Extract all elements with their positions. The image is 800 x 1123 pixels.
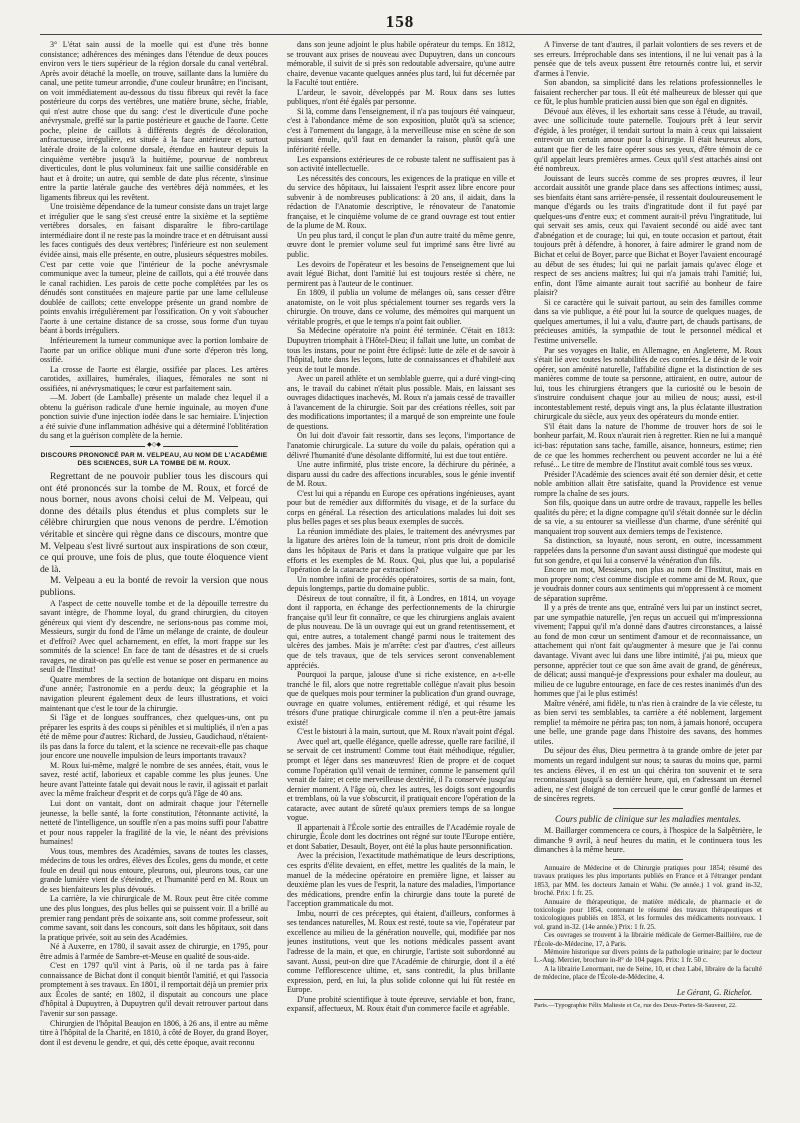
paragraph: M. Baillarger commencera ce cours, à l'hospice de la Salpêtrière, le dimanche 9 avril, à neuf heures du matin, et le continuera tous les dimanches à la même heure. xyxy=(534,826,762,855)
book-notice: A la librairie Lenormant, rue de Seine, 10, et chez Labé, libraire de la faculté de médecine, place de l'École-de-Médecine, 4. xyxy=(534,964,762,982)
paragraph: La crosse de l'aorte est élargie, ossifiée par places. Les artères carotides, axillaires, humérales, iliaques, fémorales ne sont ni ossifiées, ni anévrysmatiques; le cœur est parfaitement sain. xyxy=(40,364,268,393)
paragraph: M. Velpeau a eu la bonté de revoir la version que nous publions. xyxy=(40,575,268,598)
paragraph: Si l'âge et de longues souffrances, chez quelques-uns, ont pu préparer les esprits à des coups si pénibles et si multipliés, il n'en a pas été de même pour d'autres: Richard, de Jussieu, Gaudichaud, n'étaient-ils pas dans la force du talent, et la science ne recevait-elle pas chaque jour encore une nouvelle impulsion de leurs importants travaux? xyxy=(40,713,268,761)
printer-imprint: Paris.—Typographie Félix Malteste et Ce, rue des Deux-Portes-St-Sauveur, 22. xyxy=(534,999,762,1010)
section-heading: DISCOURS PRONONCÉ PAR M. VELPEAU, AU NOM DE L'ACADÉMIE DES SCIENCES, SUR LA TOMBE DE M. ROUX. xyxy=(40,451,268,467)
paragraph: On lui doit d'avoir fait ressortir, dans ses leçons, l'importance de l'anatomie chirurgicale. La suture du voile du palais, opération qui a délivré l'humanité d'une désolante difformité, lui est due tout entière. xyxy=(287,431,515,460)
paragraph: Lui dont on vantait, dont on admirait chaque jour l'éternelle jeunesse, la belle santé, la forte constitution, l'étonnante activité, la netteté de l'intelligence, un souffle n'en a pas moins suffi pour l'abattre et pour nous rappeler la fragilité de la vie, le néant des prévisions humaines! xyxy=(40,798,268,847)
paragraph: Sa Médecine opératoire n'a point été terminée. C'était en 1813: Dupuytren triomphait à l'Hôtel-Dieu; il fallait une lutte, un combat de tous les instans, pour ne point être éclipsé: lutte de zèle et de savoir à l'hôpital, lutte dans les leçons, lutte de connaissances et d'habileté aux yeux de tout le monde. xyxy=(287,326,515,374)
paragraph: Désireux de tout connaître, il fit, à Londres, en 1814, un voyage dont il rapporta, en échange des perfectionnements de la chirurgie française qu'il leur fit connaître, ce que les chirurgiens anglais avaient de plus nouveau. De là un ouvrage qui eut un grand retentissement, et qui, entre autres, a totalement changé parmi nous le traitement des ulcères des jambes. Mais je m'arrête: c'est par d'autres, c'est ailleurs que de tels travaux, que de tels services seront convenablement appréciés. xyxy=(287,593,515,670)
paragraph: Inférieurement la tumeur communique avec la portion lombaire de l'aorte par un orifice oblique muni d'une sorte d'éperon très long, ossifié. xyxy=(40,335,268,365)
section-title: Cours public de clinique sur les maladies mentales. xyxy=(555,813,741,824)
paragraph: Avec un pareil athlète et un semblable guerre, qui a duré vingt-cinq ans, le travail du cabinet n'était plus possible. Mais, en laissant ses ouvrages didactiques inachevés, M. Roux n'a jamais cessé de travailler à l'avancement de la chirurgie. Soit par des créations réelles, soit par des modifications importantes; il a marqué de son empreinte une foule de questions. xyxy=(287,374,515,431)
paragraph: L'ardeur, le savoir, développés par M. Roux dans ses luttes publiques, n'ont été égalés par personne. xyxy=(287,87,515,107)
paragraph: C'est lui qui a répandu en Europe ces opérations ingénieuses, ayant pour but de remédier aux difformités du visage, et de la surface du corps en général. La résection des articulations malades lui doit ses plus belles pages et ses plus beaux exemples de succès. xyxy=(287,488,515,527)
column-2 xyxy=(287,40,515,1100)
book-notice: Mémoire historique sur divers points de la pathologie urinaire; par le docteur L.-Aug. Mercier, brochure in-8° de 104 pages. Prix: 1 fr. 50 c. xyxy=(534,948,762,965)
paragraph: Un nombre infini de procédés opératoires, sortis de sa main, font, depuis longtemps, partie du domaine public. xyxy=(287,574,515,594)
paragraph: D'une probité scientifique à toute épreuve, serviable et bon, franc, expansif, affectueux, M. Roux était d'un commerce facile et agréable. xyxy=(287,994,515,1014)
section-rule xyxy=(613,859,683,860)
paragraph: dans son jeune adjoint le plus habile opérateur du temps. En 1812, se trouvant aux prises de nouveau avec Dupuytren, dans un concours mémorable, il suivit de si près son redoutable adversaire, qu'une autre chaire, devenue vacante quelques années plus tard, lui fut décernée par la Faculté tout entière. xyxy=(287,40,515,88)
paragraph: Vous tous, membres des Académies, savans de toutes les classes, médecins de tous les ordres, élèves des Écoles, gens du monde, et cette foule en deuil qui nous entoure, pleurons, oui, pleurons tous, car une grande lumière vient de s'éteindre, et l'humanité perd en M. Roux un de ses bienfaiteurs les plus dévoués. xyxy=(40,846,268,894)
page-number: 158 xyxy=(385,12,415,31)
paragraph: 3° L'état sain aussi de la moelle qui est d'une très bonne consistance; adhérences des méninges dans l'étendue de deux pouces environ vers le tiers supérieur de la région dorsale du canal vertébral. Après avoir détaché la moelle, on trouve, saillante dans la lumière du canal, une petite tumeur arrondie, d'une couleur brunâtre; en l'incisant, on voit immédiatement au-dessous du tissu fibreux qui revêt la face postérieure du corps des vertèbres, une matière brune, sèche, friable, qui n'est autre chose que du sang: c'est le diverticule d'une poche anévrysmale, greffé sur la partie postérieure et gauche de l'aorte. Cette poche, pleine de caillots à différents degrés de décoloration, anfractueuse, irrégulière, est située à la face antérieure et surtout latérale droite de la colonne dorsale, étendue en hauteur depuis la cinquième vertèbre jusqu'à la huitième, pourvue de nombreux diverticules, dont le plus volumineux fait une saillie considérable en haut et à droite; un autre, qui semble de date plus récente, s'insinue entre la partie latérale gauche des vertèbres déjà nommées, et les ligaments fibreux qui les revêtent. xyxy=(40,40,268,202)
paragraph: C'est le bistouri à la main, surtout, que M. Roux n'avait point d'égal. xyxy=(297,727,515,737)
paragraph: Un peu plus tard, il conçut le plan d'un autre traité du même genre, œuvre dont le premier volume seul fut imprimé sans être livré au public. xyxy=(287,230,515,260)
paragraph: La réunion immédiate des plaies, le traitement des anévrysmes par la ligature des artères loin de la tumeur, n'ont pris droit de domicile dans les hôpitaux de Paris et dans la pratique vulgaire que par les efforts et les exemples de M. Roux. Qui, plus que lui, a popularisé l'opération de la cataracte par extraction? xyxy=(287,526,515,575)
paragraph: Si ce caractère qui le suivait partout, au sein des familles comme dans sa vie publique, a été pour lui la source de quelques nuages, de quelques amertumes, il lui a valu, d'autre part, de chauds partisans, de précieuses amitiés, la sympathie de tout le personnel médical et l'estime universelle. xyxy=(534,297,762,345)
paragraph: Une troisième dépendance de la tumeur consiste dans un trajet large et irrégulier que le sang s'est creusé entre la sixième et la septième vertèbres dorsales, en faisant disparaître le fibro-cartilage intermédiaire dont il ne reste pas la moindre trace et en détruisant aussi les faces contiguës des deux vertèbres; l'inférieure est non seulement évidée ainsi, mais elle présente, en outre, plusieurs séquestres mobiles. C'est par cette voie que l'intérieur de la poche anévrysmale communique avec la tumeur, pleine de caillots, qui a été trouvée dans le canal rachidien. Les parois de cette poche complétées par les os dénudés sont constituées en majeure partie par une lame celluleuse doublée de caillots; cette enveloppe présente un grand nombre de points envahis irrégulièrement par l'ossification. On y voit s'aboucher l'aorte à une certaine distance de sa crosse, sous forme d'un tuyau béant à bords irréguliers. xyxy=(40,202,268,336)
paragraph: Une autre infirmité, plus triste encore, la déchirure du périnée, a disparu aussi du cadre des affections incurables, sous le génie inventif de M. Roux. xyxy=(287,460,515,489)
paragraph: Si là, comme dans l'enseignement, il n'a pas toujours été vainqueur, c'est à l'abondance même de son exposition, plutôt qu'à sa science; c'est à l'ornement du langage, à la merveilleuse mise en scène de son puissant émule, qu'il faut en demander la raison, plutôt qu'à une infériorité réelle. xyxy=(287,106,515,155)
paragraph: Du séjour des élus, Dieu permettra à ta grande ombre de jeter par moments un regard indulgent sur nous; ta sauras du moins que, parmi tes anciens élèves, il en est un qui chérira ton souvenir et te sera reconnaissant jusqu'à sa dernière heure, qui, en t'adressant un éternel adieu, ne s'est éloigné de ton cercueil que le cœur gonflé de larmes et de sincères regrets. xyxy=(534,746,762,804)
paragraph: Encore un mot, Messieurs, non plus au nom de l'Institut, mais en mon propre nom; c'est comme disciple et comme ami de M. Roux, que je voudrais donner cours aux sentiments qui m'oppressent à ce moment de séparation suprême. xyxy=(534,565,762,603)
paragraph: Avec quel art, quelle élégance, quelle adresse, quelle rare facilité, il se servait de cet instrument! Comme tout était méthodique, régulier, prompt et léger dans ses manœuvres! Rien de propre et de coquet comme l'opération qu'il venait de terminer, comme le pansement qu'il venait de faire; et cette merveilleuse dextérité, il l'a conservée jusqu'au dernier moment. A l'âge où, chez les autres, les doigts sont engourdis et tremblans, où la vue s'obscurcit, il pratiquait encore l'opération de la cataracte, avec autant de sûreté qu'aux premiers temps de sa longue vogue. xyxy=(287,736,515,823)
paragraph: En 1809, il publia un volume de mélanges où, sans cesser d'être anatomiste, on le voit plus spécialement tourner ses regards vers la chirurgie. On trouve, dans ce volume, des mémoires qui marquent un véritable progrès, et que le temps n'a point fait oublier. xyxy=(287,288,515,326)
paragraph: Né à Auxerre, en 1780, il savait assez de chirurgie, en 1795, pour être admis à l'armée de Sambre-et-Meuse en qualité de sous-aide. xyxy=(40,942,268,961)
paragraph: Pourquoi la parque, jalouse d'une si riche existence, en a-t-elle tranché le fil, alors que notre regrettable collègue n'avait plus besoin que de quelques mois pour terminer la publication d'un grand ouvrage, ouvrage en quatre volumes, entièrement rédigé, et qui résume les trésors d'une pratique chirurgicale comme il n'en a peut-être jamais existé! xyxy=(287,670,515,727)
ornament-divider xyxy=(70,446,238,447)
paragraph: Il appartenait à l'École sortie des entrailles de l'Académie royale de chirurgie, École dont les doctrines ont régné sur toute l'Europe entière, et dont Sabatier, Desault, Boyer, ont été la plus haute personnification. xyxy=(287,822,515,851)
paragraph: Quatre membres de la section de botanique ont disparu en moins d'une année; l'astronomie en a perdu deux; la géographie et la navigation pleurent également deux de leurs illustrations, et voici maintenant que c'est le tour de la chirurgie. xyxy=(40,674,268,713)
paragraph: Les expansions extérieures de ce robuste talent ne suffisaient pas à son activité intellectuelle. xyxy=(287,154,515,174)
paragraph: Présider l'Académie des sciences avait été son dernier désir, et cette noble ambition allait être satisfaite, quand la Providence est venue rompre la chaîne de ses jours. xyxy=(534,469,762,498)
paragraph: M. Roux lui-même, malgré le nombre de ses années, était, vous le savez, resté actif, laborieux et capable comme les plus jeunes. Une heure avant l'atteinte fatale qui devait nous le ravir, il agissait et parlait avec la même fraîcheur d'esprit et de corps qu'à l'âge de 40 ans. xyxy=(40,760,268,799)
paragraph: Les nécessités des concours, les exigences de la pratique en ville et du service des hôpitaux, lui laissaient l'esprit assez libre encore pour subvenir à de nombreuses publications: à 20 ans, il aidait, dans la rédaction de l'Anatomie descriptive, le rénovateur de l'anatomie française, et le cinquième volume de ce grand ouvrage est tout entier de la plume de M. Roux. xyxy=(287,173,515,231)
paragraph: Son abandon, sa simplicité dans les relations professionnelles le faisaient rechercher par tous. Il eût été malheureux de blesser qui que ce fût, le plus humble praticien aussi bien que son égal en dignités. xyxy=(534,78,762,107)
paragraph: C'est en 1797 qu'il vint à Paris, où il ne tarda pas à faire connaissance de Bichat dont il conquit bientôt l'amitié, et qui l'associa promptement à ses travaux. En 1801, il remportait déjà un premier prix aux Écoles de santé; en 1802, il disputait au concours une place d'hôpital à Dupuytren, à Dupuytren qu'il devait retrouver partout dans l'avenir sur son passage. xyxy=(40,961,268,1019)
paragraph: Par ses voyages en Italie, en Allemagne, en Angleterre, M. Roux s'était lié avec toutes les notabilités de ces contrées. Le désir de le voir opérer, son aménité naturelle, l'affabilité digne et la distinction de ses manières comme de toute sa personne, attiraient, en outre, autour de lui, tous les chirurgiens étrangers que la curiosité ou le besoin de s'instruire conduisent chaque jour au milieu de nous; aussi, est-il incontestablement resté, depuis vingt ans, la plus éclatante illustration chirurgicale du siècle, aux yeux des opérateurs du monde entier. xyxy=(534,345,762,422)
book-notice: Annuaire de Médecine et de Chirurgie pratiques pour 1854; résumé des travaux pratiques les plus importants publiés en France et à l'étranger pendant 1853, par MM. les docteurs Jamain et Wahu. (9e année.) 1 vol. grand in-32, broché. Prix: 1 fr. 25. xyxy=(534,863,762,898)
paragraph: A l'aspect de cette nouvelle tombe et de la dépouille terrestre du savant intègre, de l'homme loyal, du grand chirurgien, du citoyen généreux qui vient d'y descendre, ne serions-nous pas comme moi, Messieurs, surgir du fond de l'âme un mélange de crainte, de douleur et d'effroi? Avec quel acharnement, en effet, la mort frappe sur les sommités de la science! En face de tant de désastres et de si cruels ravages, ne dirait-on pas qu'elle est venue se poser en permanence au seuil de l'Institut! xyxy=(40,598,268,675)
paragraph: Sa distinction, sa loyauté, nous seront, en outre, incessamment rappelées dans la personne d'un savant aussi distingué que modeste qui fut son gendre, et qui lui a conservé la vénération d'un fils. xyxy=(534,536,762,565)
paragraph: A l'inverse de tant d'autres, il parlait volontiers de ses revers et de ses erreurs. Irréprochable dans ses intentions, il ne lui venait pas à la pensée que de tels aveux pussent être retournés contre lui, et servir d'armes à l'envie. xyxy=(534,40,762,78)
paragraph: Son fils, quoique dans un autre ordre de travaux, rappelle les belles qualités du père; et la digne compagne qu'il s'était donnée sur le déclin de sa vie, a su entourer sa vieillesse d'un charme, d'une sérénité qui manquaient trop souvent aux derniers temps de l'existence. xyxy=(534,498,762,536)
paragraph: Imbu, nourri de ces préceptes, qui étaient, d'ailleurs, conformes à ses tendances naturelles, M. Roux est resté, toute sa vie, l'opérateur par excellence au milieu de la génération nouvelle, qui, modifiée par nos jeunes institutions, veut que les notions médicales passent avant l'adresse de la main, et que, en chirurgie, l'artiste soit subordonné au savant. Aussi, peut-on dire que l'Académie de chirurgie, dont il a été comme l'efflorescence ultime, et, sans contredit, la plus brillante expression, perd, en lui, la plus solide colonne qui lui fût restée en Europe. xyxy=(287,908,515,995)
section-rule xyxy=(613,808,683,809)
paragraph: Regrettant de ne pouvoir publier tous les discours qui ont été prononcés sur la tombe de M. Roux, et forcé de nous borner, nous avons choisi celui de M. Velpeau, qui donne des détails plus étendus et plus complets sur le célèbre chirurgien que nous venons de perdre. L'émotion véritable et sincère qui règne dans ce discours, montre que M. Velpeau s'est livré surtout aux inspirations de son cœur, ce qui prouve, une fois de plus, que toute éloquence vient de là. xyxy=(40,470,268,575)
paragraph: Il y a près de trente ans que, entraîné vers lui par un instinct secret, par une sympathie naturelle, j'en reçus un accueil qui m'impressionna vivement; l'appui qu'il m'a donné dans d'autres circonstances, a laissé au fond de mon cœur un sentiment d'amour et de reconnaissance, un attachement qui n'ont fait qu'augmenter à mesure que je l'ai connu davantage. Vivant avec lui dans une libre intimité, j'ai pu, mieux que personne, apprécier tout ce que son âme avait de grand, de généreux, de délicat; aussi manqué-je d'expressions pour exhaler ma douleur, au milieu de ce lugubre entourage, en face de ces restes inanimés d'un des hommes que j'ai le plus estimés! xyxy=(534,603,762,699)
paragraph: Dévoué aux élèves, il les exhortait sans cesse à l'étude, au travail, avec une sollicitude toute paternelle. Toujours prêt à leur servir d'égide, à les protéger, il tendait surtout la main à ceux qui laissaient entrevoir un certain amour pour la chirurgie. Il était heureux alors, autant que fier de les faire opérer sous ses yeux, d'être témoin de ce qu'il appelait leurs premières armes. Ceux qu'il s'est attachés ainsi ont été nombreux. xyxy=(534,106,762,174)
book-notice: Ces ouvrages se trouvent à la librairie médicale de Germer-Baillière, rue de l'École-de-Médecine, 17, à Paris. xyxy=(534,931,762,948)
book-notice: Annuaire de thérapeutique, de matière médicale, de pharmacie et de toxicologie pour 1854, contenant le résumé des travaux thérapeutiques et toxicologiques publiés en 1853, et les formules des médicaments nouveaux. 1 vol. grand in-32. (14e année.) Prix: 1 fr. 25. xyxy=(534,897,762,931)
paragraph: La carrière, la vie chirurgicale de M. Roux peut être citée comme une des plus longues, des plus belles qui se puissent voir. Il a brillé au premier rang pendant près de soixante ans, soit comme professeur, soit comme savant, soit dans les concours, soit dans les hôpitaux, soit dans la pratique privée, soit au sein des Académies. xyxy=(40,894,268,942)
column-3 xyxy=(534,40,762,1100)
paragraph: S'il était dans la nature de l'homme de trouver hors de soi le bonheur parfait, M. Roux n'aurait rien à regretter. Rien ne lui a manqué ici-bas: réputation sans tache, famille, aisance, honneurs, estime; rien de ce que les hommes recherchent ou peuvent accorder ne lui a été refusé... Le titre de membre de l'Institut avait comblé tous ses vœux. xyxy=(534,421,762,470)
paragraph: —M. Jobert (de Lamballe) présente un malade chez lequel il a obtenu la guérison radicale d'une hernie inguinale, au moyen d'une ponction suivie d'une injection iodée dans le sac herniaire. L'injection a été suivie d'une inflammation adhésive qui a déterminé l'oblitération du sang et la guérison complète de la hernie. xyxy=(40,393,268,441)
paragraph: Maître vénéré, ami fidèle, tu n'as rien à craindre de la vie céleste, tu as bien servi tes semblables, ta carrière a été noblement, largement remplie! ta mémoire ne périra pas; ton nom, à jamais honoré, occupera une belle, une grande page dans l'histoire des savans, des hommes utiles. xyxy=(534,698,762,746)
paragraph: Chirurgien de l'hôpital Beaujon en 1806, à 26 ans, il entre au même titre à l'hôpital de la Charité, en 1810, à côté de Boyer, du grand Boyer, dont il est devenu le gendre, et qui, dès cette époque, avait reconnu xyxy=(40,1018,268,1047)
header-rule xyxy=(40,34,762,35)
paragraph: Jouissant de leurs succès comme de ses propres œuvres, il leur accordait aussitôt une grande place dans ses affections intimes; aussi, ses bienfaits étant sans arrière-pensée, il ressentait douloureusement le manque d'égards ou les traits d'ingratitude dont il fut payé par quelques-uns d'entre eux; et comment aurait-il prévu l'ingratitude, lui qui servait ses amis, ceux qui l'avaient secondé ou aidé avec tant d'abnégation et de courage; lui qui, en toute occasion et partout, était toujours prêt à défendre, à honorer, à faire admirer le grand nom de Bichat et celui de Boyer, parce que Bichat et Boyer l'avaient encouragé au début de ses études; lui qui ne parlait jamais qu'avec éloge et respect de ses anciens maîtres; lui qui n'a jamais trahi l'amitié; lui, enfin, dont l'âme aimante aurait tout sacrifié au bonheur de faire plaisir? xyxy=(534,173,762,298)
manager-signature: Le Gérant, G. Richelot. xyxy=(676,987,752,997)
column-1 xyxy=(40,40,268,1100)
paragraph: Les devoirs de l'opérateur et les besoins de l'enseignement que lui avait légué Bichat, dont l'amitié lui est toujours restée si chère, ne permirent pas à l'auteur de le continuer. xyxy=(287,259,515,288)
paragraph: Avec la précision, l'exactitude mathématique de leurs descriptions, ces esprits d'élite devaient, en effet, mettre les qualités de la main, le manuel de la médecine opératoire en première ligne, et laisser au deuxième plan les vues de l'esprit, la nature des maladies, l'importance des médications, prendre enfin la chirurgie dans toute la pureté de l'acception grammaticale du mot. xyxy=(287,851,515,909)
